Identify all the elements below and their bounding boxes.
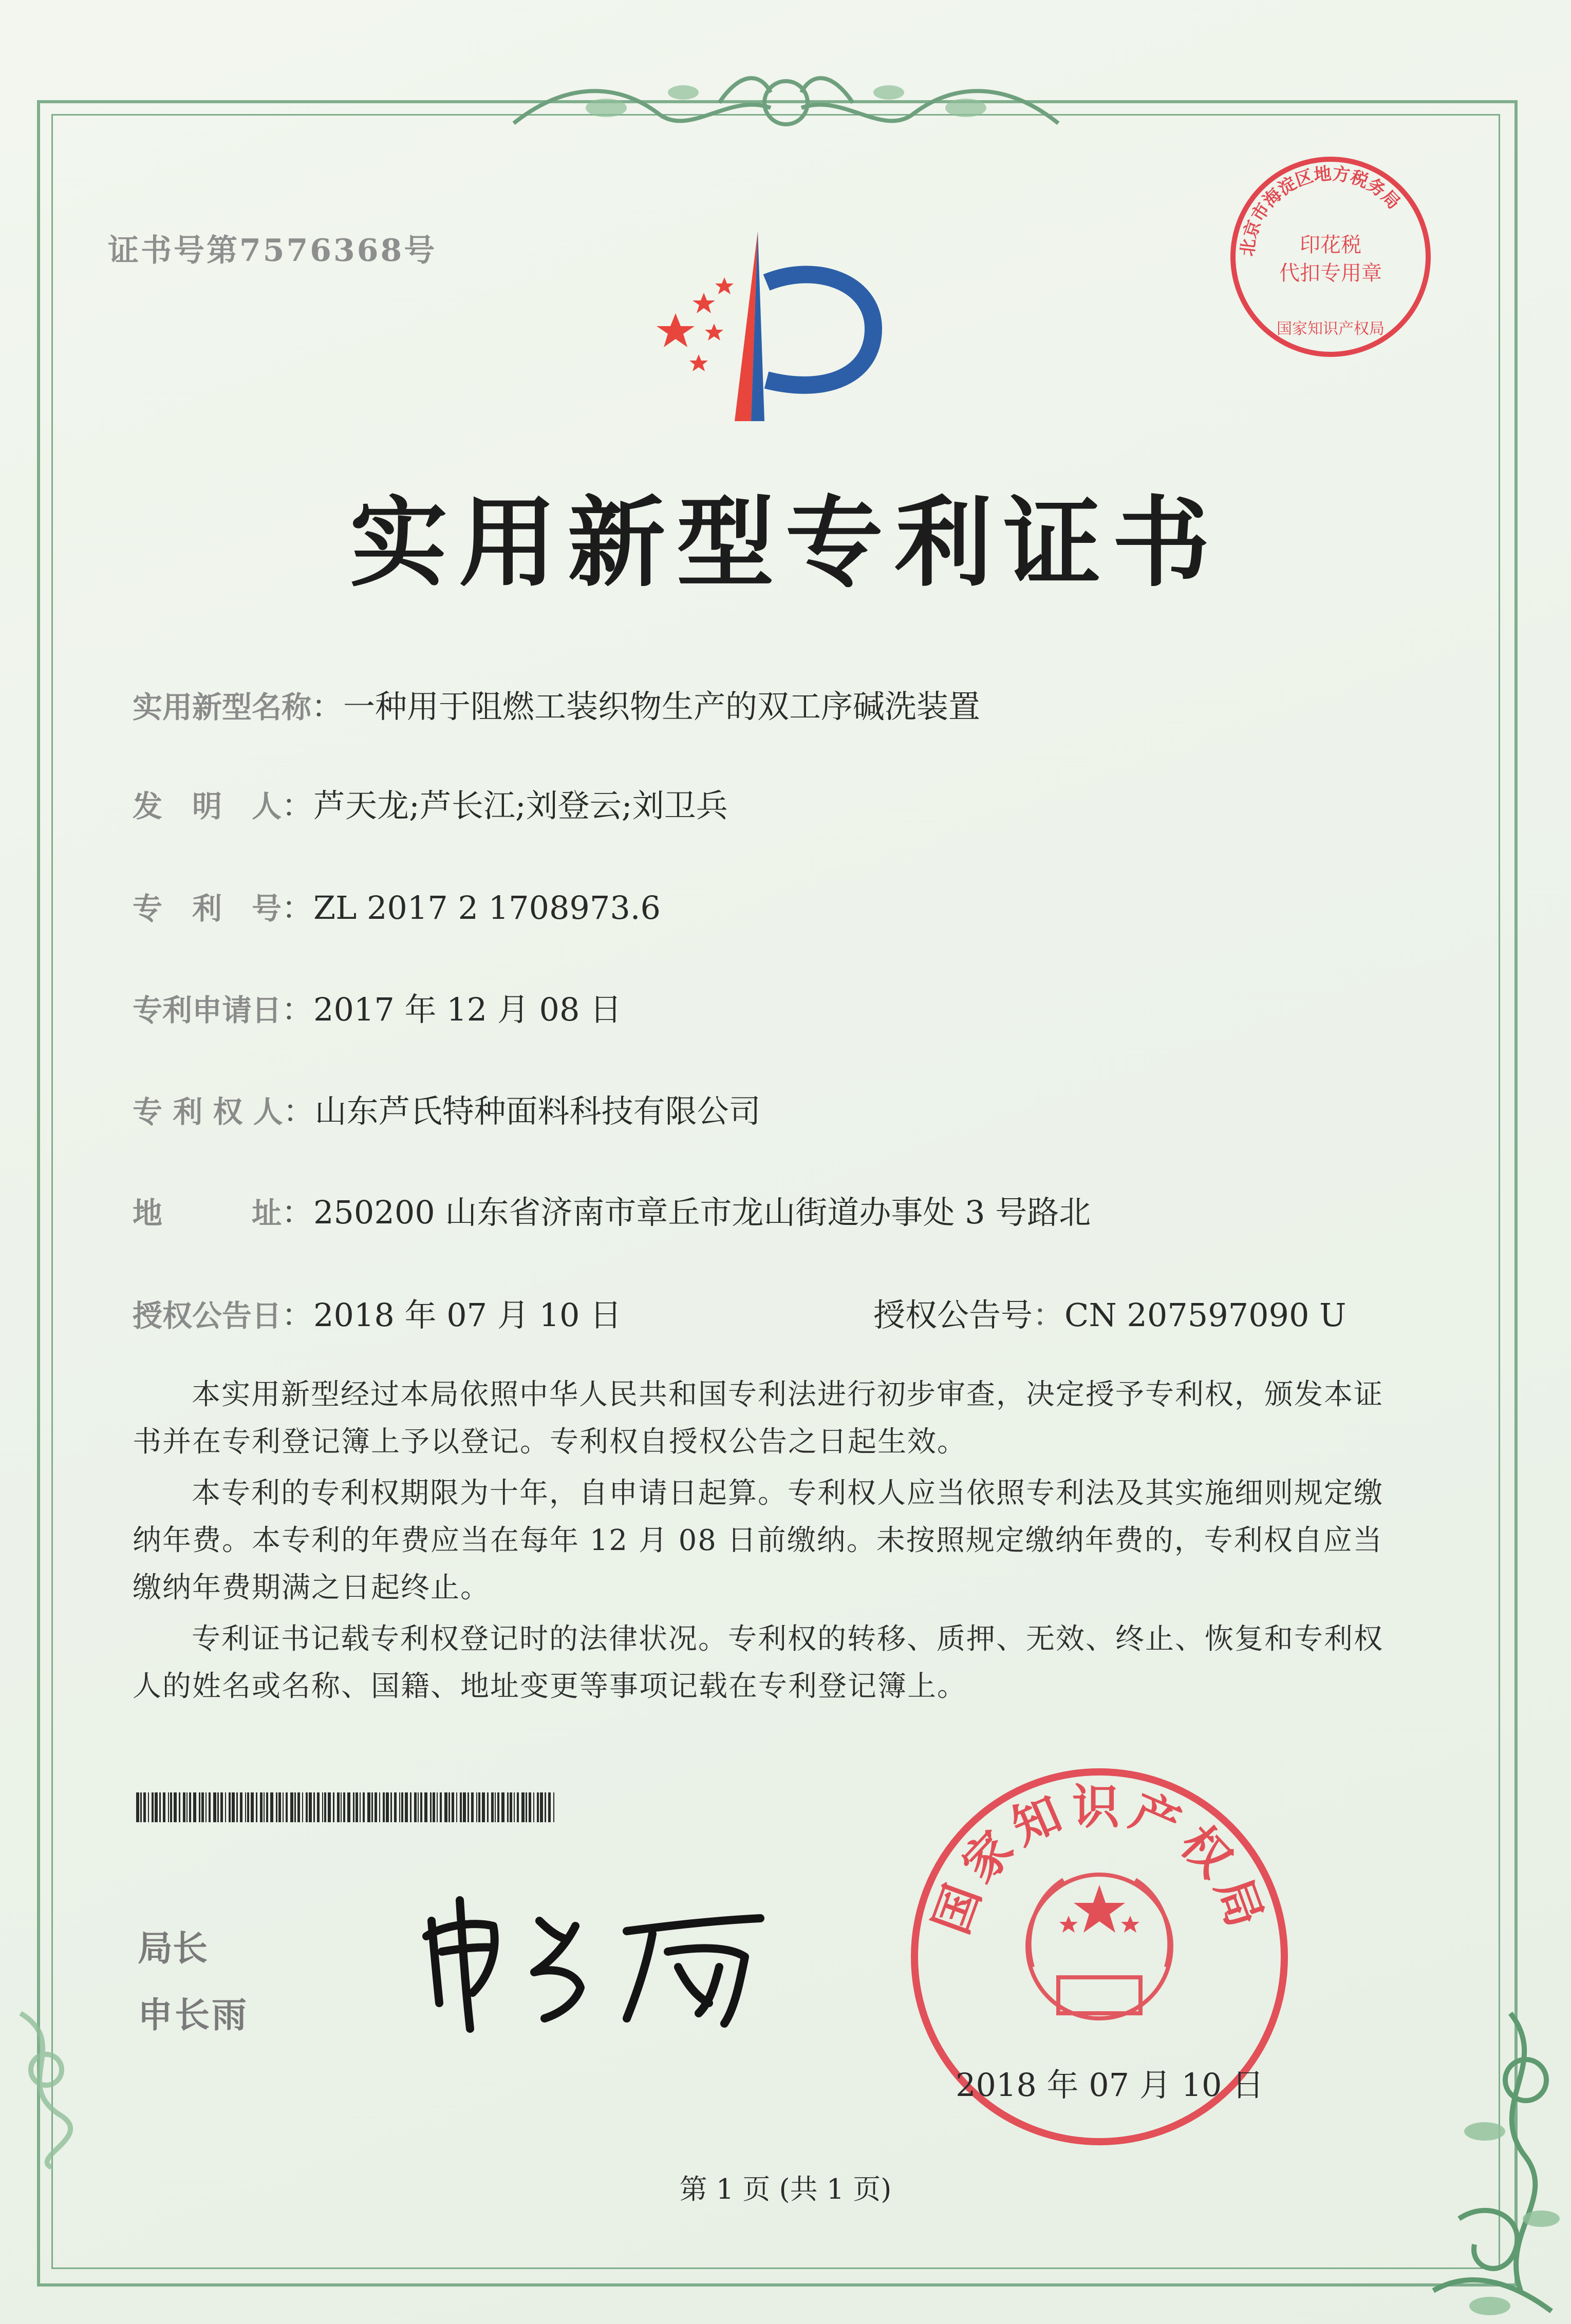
- barcode-bar: [297, 1792, 300, 1822]
- field-filing-date: 专利申请日：2017 年 12 月 08 日: [133, 991, 622, 1028]
- barcode-bar: [386, 1792, 389, 1822]
- barcode-bar: [537, 1792, 539, 1822]
- barcode-bar: [467, 1792, 469, 1822]
- field-value: 山东芦氏特种面料科技有限公司: [314, 1092, 761, 1130]
- barcode-bar: [317, 1792, 320, 1822]
- field-patentee: 专 利 权 人：山东芦氏特种面料科技有限公司: [133, 1092, 761, 1130]
- barcode-bar: [143, 1792, 146, 1822]
- field-value: 2017 年 12 月 08 日: [313, 991, 622, 1028]
- barcode-bar: [313, 1792, 315, 1822]
- barcode-bar: [266, 1792, 268, 1822]
- barcode-bar: [193, 1792, 196, 1822]
- barcode-bar: [148, 1792, 149, 1822]
- barcode-bar: [482, 1792, 485, 1822]
- barcode-bar: [460, 1792, 462, 1822]
- barcode-bar: [491, 1792, 494, 1822]
- field-value: 一种用于阻燃工装织物生产的双工序碱洗装置: [343, 688, 981, 725]
- field-label: 发 明 人: [133, 789, 282, 824]
- barcode-bar: [394, 1792, 397, 1822]
- tax-stamp-org: 北京市海淀区地方税务局: [1237, 163, 1404, 257]
- barcode-bar: [179, 1792, 180, 1822]
- barcode-bar: [337, 1792, 340, 1822]
- field-grant-date: 授权公告日：2018 年 07 月 10 日: [133, 1296, 622, 1334]
- cnipa-logo: [632, 226, 899, 426]
- barcode-bar: [251, 1792, 254, 1822]
- barcode-bar: [420, 1792, 422, 1822]
- field-value: 2018 年 07 月 10 日: [313, 1296, 622, 1334]
- barcode-bar: [286, 1792, 288, 1822]
- tax-stamp: [1223, 149, 1438, 365]
- barcode-bar: [367, 1792, 370, 1822]
- barcode-bar: [220, 1792, 223, 1822]
- barcode-bar: [189, 1792, 191, 1822]
- barcode-bar: [433, 1792, 435, 1822]
- barcode-bar: [487, 1792, 489, 1822]
- tax-stamp-line1: 印花税: [1300, 233, 1361, 257]
- barcode-bar: [209, 1792, 211, 1822]
- barcode-bar: [163, 1792, 165, 1822]
- barcode-bar: [247, 1792, 249, 1822]
- tax-stamp-bottom: 国家知识产权局: [1277, 320, 1385, 338]
- barcode-bar: [501, 1792, 504, 1822]
- barcode-bar: [245, 1792, 246, 1822]
- barcode-bar: [309, 1792, 312, 1822]
- barcode-bar: [152, 1792, 154, 1822]
- page-number: 第 1 页 (共 1 页): [679, 2173, 892, 2205]
- barcode-bar: [363, 1792, 365, 1822]
- barcode-bar: [260, 1792, 263, 1822]
- barcode-bar: [360, 1792, 361, 1822]
- barcode-bar: [456, 1792, 457, 1822]
- barcode-bar: [236, 1792, 238, 1822]
- barcode-bar: [526, 1792, 527, 1822]
- barcode-bar: [514, 1792, 515, 1822]
- director-signature: [411, 1890, 791, 2034]
- barcode-bar: [322, 1792, 323, 1822]
- field-value: CN 207597090 U: [1064, 1296, 1346, 1334]
- seal-org: 国家知识产权局: [923, 1780, 1276, 1941]
- barcode-bar: [375, 1792, 377, 1822]
- barcode-bar: [201, 1792, 204, 1822]
- barcode-bar: [159, 1792, 161, 1822]
- barcode-bar: [276, 1792, 277, 1822]
- barcode-bar: [290, 1792, 293, 1822]
- barcode-bar: [333, 1792, 334, 1822]
- barcode-bar: [183, 1792, 185, 1822]
- barcode-bar: [371, 1792, 373, 1822]
- barcode-bar: [540, 1792, 543, 1822]
- barcode-bar: [414, 1792, 417, 1822]
- field-value: 250200 山东省济南市章丘市龙山街道办事处 3 号路北: [313, 1194, 1091, 1231]
- barcode-bar: [437, 1792, 438, 1822]
- barcode-bar: [383, 1792, 385, 1822]
- barcode-bar: [168, 1792, 169, 1822]
- barcode-bar: [155, 1792, 158, 1822]
- barcode-bar: [199, 1792, 200, 1822]
- barcode-bar: [347, 1792, 350, 1822]
- barcode-bar: [444, 1792, 447, 1822]
- barcode-bar: [440, 1792, 442, 1822]
- barcode-bar: [495, 1792, 496, 1822]
- field-label: 授权公告日: [133, 1298, 282, 1333]
- barcode-bar: [328, 1792, 331, 1822]
- barcode-bar: [424, 1792, 427, 1822]
- corner-ornament-left: [0, 2003, 103, 2172]
- barcode-bar: [283, 1792, 284, 1822]
- barcode-bar: [533, 1792, 534, 1822]
- barcode-bar: [170, 1792, 172, 1822]
- field-label: 实用新型名称: [133, 690, 312, 725]
- barcode-bar: [497, 1792, 499, 1822]
- certificate-title: 实用新型专利证书: [349, 485, 1221, 600]
- barcode-bar: [478, 1792, 480, 1822]
- tax-stamp-line2: 代扣专用章: [1279, 261, 1382, 285]
- barcode-bar: [545, 1792, 546, 1822]
- barcode-bar: [405, 1792, 408, 1822]
- body-paragraph: 本专利的专利权期限为十年，自申请日起算。专利权人应当依照专利法及其实施细则规定缴纳年费。本专利的年费应当在每年 12 月 08 日前缴纳。未按照规定缴纳年费的，专利权自应当缴纳年费期满之日起终止。: [133, 1477, 1383, 1604]
- barcode-bar: [463, 1792, 466, 1822]
- seal-date: 2018 年 07 月 10 日: [956, 2066, 1264, 2104]
- body-paragraph: 专利证书记载专利权登记时的法律状况。专利权的转移、质押、无效、终止、恢复和专利权人的姓名或名称、国籍、地址变更等事项记载在专利登记簿上。: [133, 1622, 1383, 1703]
- barcode-bar: [140, 1792, 142, 1822]
- barcode-bar: [521, 1792, 525, 1822]
- barcode-bar: [217, 1792, 219, 1822]
- barcode-bar: [510, 1792, 512, 1822]
- barcode-bar: [294, 1792, 296, 1822]
- barcode-bar: [213, 1792, 216, 1822]
- field-value: 芦天龙;芦长江;刘登云;刘卫兵: [313, 787, 728, 824]
- barcode-bar: [418, 1792, 419, 1822]
- field-label: 专 利 号: [133, 891, 282, 926]
- barcode-bar: [548, 1792, 551, 1822]
- body-paragraph: 本实用新型经过本局依照中华人民共和国专利法进行初步审查，决定授予专利权，颁发本证书并在专利登记簿上予以登记。专利权自授权公告之日起生效。: [133, 1378, 1383, 1459]
- barcode-bar: [270, 1792, 273, 1822]
- barcode-bar: [256, 1792, 257, 1822]
- barcode-bar: [343, 1792, 345, 1822]
- certificate-number: 证书号第7576368号: [108, 233, 437, 269]
- barcode-bar: [136, 1792, 139, 1822]
- field-label: 专 利 权 人: [133, 1094, 283, 1129]
- barcode-bar: [410, 1792, 412, 1822]
- field-inventors: 发 明 人：芦天龙;芦长江;刘登云;刘卫兵: [133, 787, 728, 824]
- barcode-bar: [471, 1792, 474, 1822]
- barcode-bar: [306, 1792, 308, 1822]
- barcode-bar: [225, 1792, 226, 1822]
- barcode-bar: [553, 1792, 554, 1822]
- top-ornament: [503, 62, 1069, 154]
- barcode-bar: [379, 1792, 380, 1822]
- barcode-bar: [399, 1792, 400, 1822]
- barcode-bar: [476, 1792, 477, 1822]
- field-label: 专利申请日: [133, 993, 282, 1028]
- barcode-bar: [390, 1792, 392, 1822]
- corner-ornament-right: [1356, 2003, 1567, 2321]
- barcode-bar: [529, 1792, 531, 1822]
- field-address: 地 址：250200 山东省济南市章丘市龙山街道办事处 3 号路北: [133, 1194, 1091, 1231]
- director-name: 申长雨: [138, 1995, 249, 2036]
- barcode-bar: [430, 1792, 432, 1822]
- barcode-bar: [205, 1792, 207, 1822]
- barcode-bar: [264, 1792, 265, 1822]
- barcode-bar: [341, 1792, 342, 1822]
- body-text: [133, 1371, 1396, 1714]
- barcode-bar: [356, 1792, 358, 1822]
- barcode-bar: [278, 1792, 281, 1822]
- barcode-bar: [232, 1792, 235, 1822]
- barcode-bar: [448, 1792, 450, 1822]
- field-patent-no: 专 利 号：ZL 2017 2 1708973.6: [133, 889, 661, 927]
- barcode-bar: [229, 1792, 231, 1822]
- barcode-bar: [353, 1792, 354, 1822]
- field-label: 地 址: [133, 1196, 282, 1231]
- barcode-bar: [452, 1792, 454, 1822]
- field-utility-name: 实用新型名称：一种用于阻燃工装织物生产的双工序碱洗装置: [133, 688, 981, 725]
- barcode-bar: [240, 1792, 242, 1822]
- barcode-bar: [302, 1792, 303, 1822]
- field-value: ZL 2017 2 1708973.6: [313, 889, 661, 927]
- barcode: [136, 1792, 557, 1822]
- barcode-bar: [186, 1792, 188, 1822]
- barcode-bar: [324, 1792, 326, 1822]
- director-title: 局长: [138, 1929, 208, 1969]
- barcode-bar: [517, 1792, 519, 1822]
- barcode-bar: [401, 1792, 403, 1822]
- field-grant-no: 授权公告号：CN 207597090 U: [873, 1296, 1346, 1334]
- barcode-bar: [174, 1792, 177, 1822]
- barcode-bar: [507, 1792, 509, 1822]
- field-label: 授权公告号: [873, 1296, 1033, 1334]
